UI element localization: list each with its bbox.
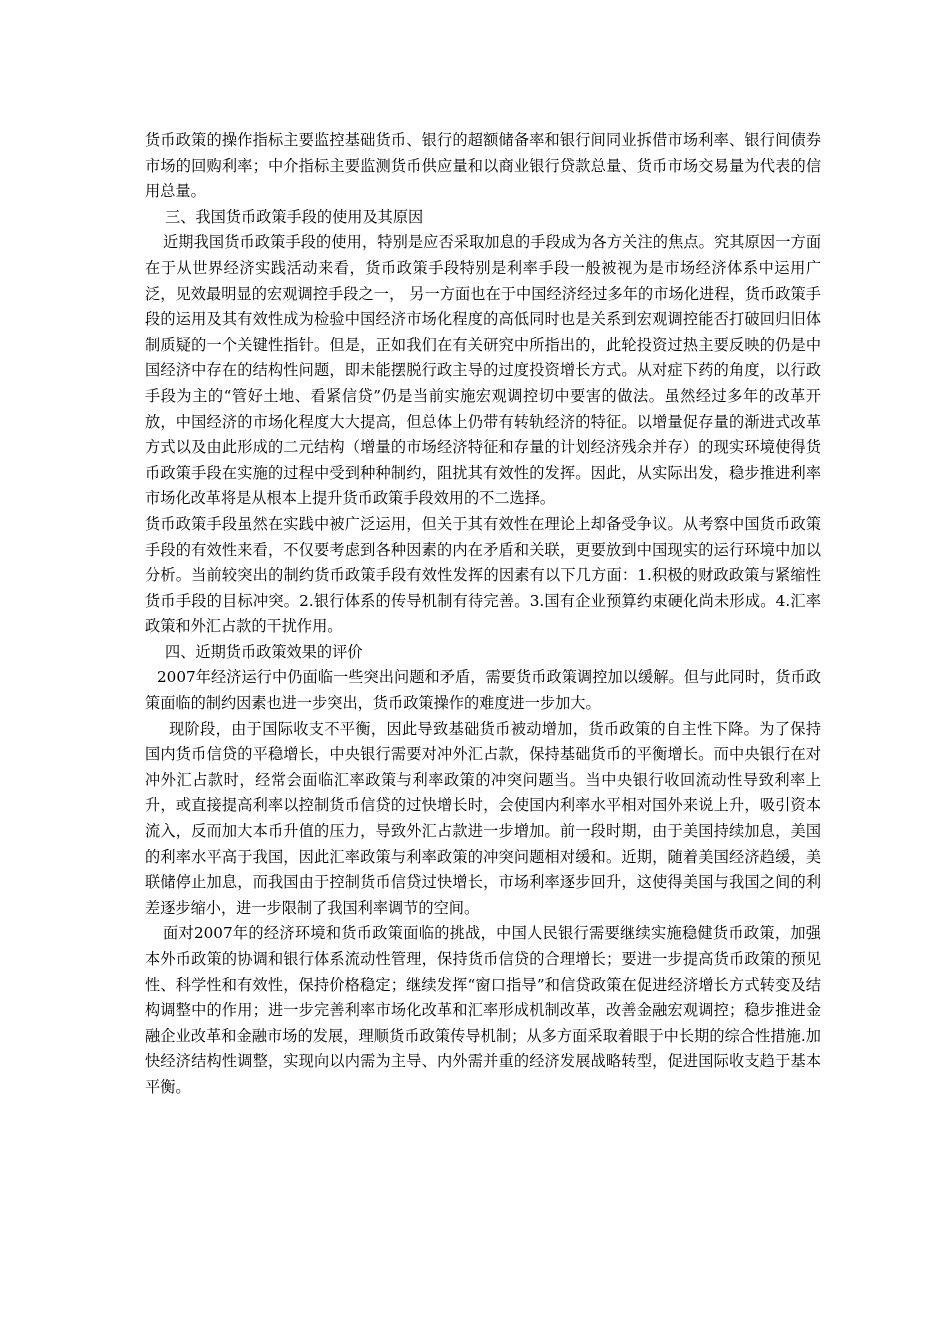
- paragraph-policy-effectiveness: 货币政策手段虽然在实践中被广泛运用，但关于其有效性在理论上却备受争议。从考察中国货币政策手段的有效性来看，不仅要考虑到各种因素的内在矛盾和关联，更要放到中国现实的运行环境中加以分析。当前较突出的制约货币政策手段有效性发挥的因素有以下几方面：1.积极的财政政策与紧缩性货币手段的目标冲突。2.银行体系的传导机制有待完善。3.国有企业预算约束硬化尚未形成。4.汇率政策和外汇占款的干扰作用。: [145, 514, 821, 636]
- document-body: [145, 128, 821, 1101]
- paragraph-2007-economy: 2007年经济运行中仍面临一些突出问题和矛盾，需要货币政策调控加以缓解。但与此同时，货币政策面临的制约因素也进一步突出，货币政策操作的难度进一步加大。: [145, 668, 821, 713]
- paragraph-policy-tools-usage: 近期我国货币政策手段的使用，特别是应否采取加息的手段成为各方关注的焦点。究其原因一方面在于从世界经济实践活动来看，货币政策手段特别是利率手段一般被视为是市场经济体系中运用广泛，见效最明显的宏观调控手段之一， 另一方面也在于中国经济经过多年的市场化进程，货币政策手段的运用及其有效性成为检验中国经济市场化程度的高低同时也是关系到宏观调控能否打破回归旧体制质疑的一个关键性指针。但是，正如我们在有关研究中所指出的，此轮投资过热主要反映的仍是中国经济中存在的结构性问题，即未能摆脱行政主导的过度投资增长方式。从对症下药的角度，以行政手段为主的“管好土地、看紧信贷”仍是当前实施宏观调控切中要害的做法。虽然经过多年的改革开放，中国经济的市场化程度大大提高，但总体上仍带有转轨经济的特征。以增量促存量的渐进式改革方式以及由此形成的二元结构（增量的市场经济特征和存量的计划经济残余并存）的现实环境使得货币政策手段在实施的过程中受到种种制约，阻扰其有效性的发挥。因此，从实际出发，稳步推进利率市场化改革将是从根本上提升货币政策手段效用的不二选择。: [145, 233, 821, 508]
- section-heading-3: 三、我国货币政策手段的使用及其原因: [165, 207, 424, 226]
- paragraph-monetary-indicators: 货币政策的操作指标主要监控基础货币、银行的超额储备率和银行间同业拆借市场利率、银行间债券市场的回购利率；中介指标主要监测货币供应量和以商业银行贷款总量、货币市场交易量为代表的信用总量。: [145, 131, 821, 201]
- paragraph-current-stage: 现阶段，由于国际收支不平衡，因此导致基础货币被动增加，货币政策的自主性下降。为了保持国内货币信贷的平稳增长，中央银行需要对冲外汇占款，保持基础货币的平衡增长。而中央银行在对冲外汇占款时，经常会面临汇率政策与利率政策的冲突问题当。当中央银行收回流动性导致利率上升，或直接提高利率以控制货币信贷的过快增长时，会使国内利率水平相对国外来说上升，吸引资本流入，反而加大本币升值的压力，导致外汇占款进一步增加。前一段时期，由于美国持续加息，美国的利率水平高于我国，因此汇率政策与利率政策的冲突问题相对缓和。近期，随着美国经济趋缓，美联储停止加息，而我国由于控制货币信贷过快增长，市场利率逐步回升，这使得美国与我国之间的利差逐步缩小，进一步限制了我国利率调节的空间。: [145, 719, 821, 917]
- paragraph-pboc-measures: 面对2007年的经济环境和货币政策面临的挑战，中国人民银行需要继续实施稳健货币政策，加强本外币政策的协调和银行体系流动性管理，保持货币信贷的合理增长；要进一步提高货币政策的预见性、科学性和有效性，保持价格稳定；继续发挥“窗口指导”和信贷政策在促进经济增长方式转变及结构调整中的作用；进一步完善利率市场化改革和汇率形成机制改革，改善金融宏观调控；稳步推进金融企业改革和金融市场的发展，理顺货币政策传导机制；从多方面采取着眼于中长期的综合性措施.加快经济结构性调整，实现向以内需为主导、内外需并重的经济发展战略转型，促进国际收支趋于基本平衡。: [145, 924, 821, 1096]
- section-heading-4: 四、近期货币政策效果的评价: [165, 642, 363, 661]
